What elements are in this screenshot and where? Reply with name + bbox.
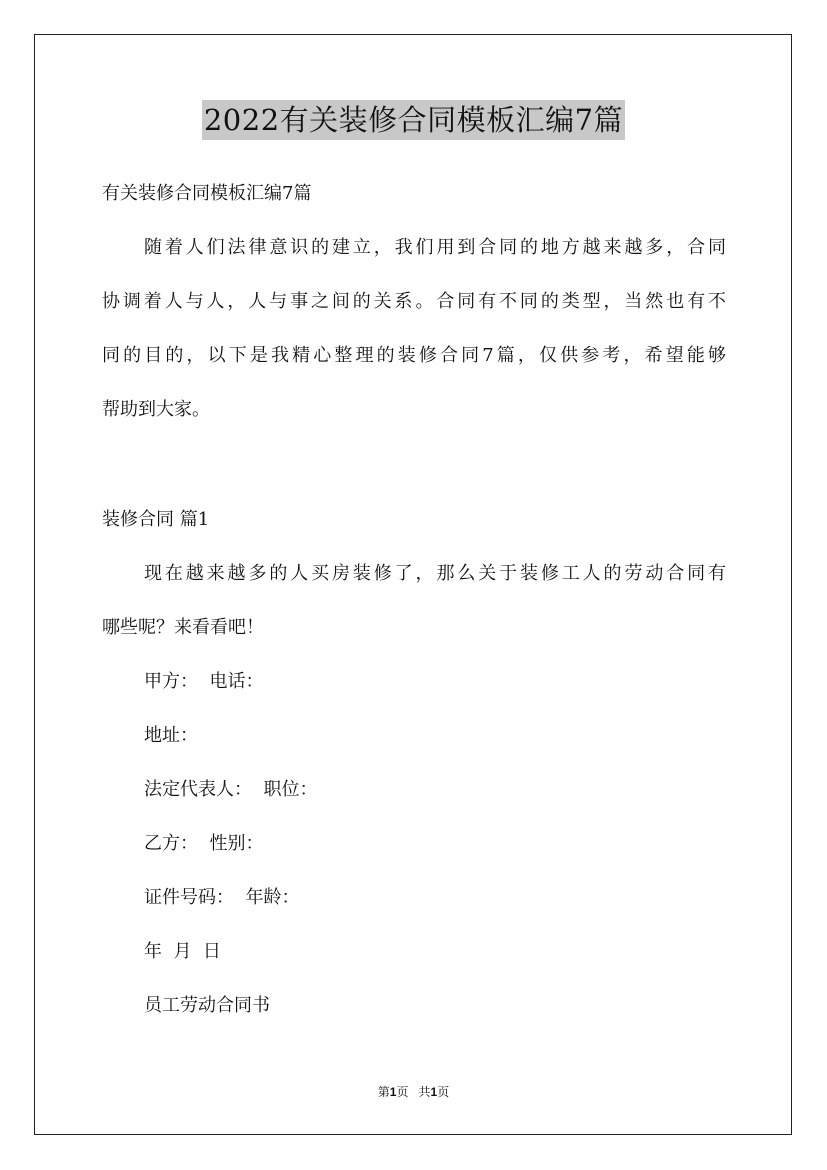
footer-total-prefix: 共 [418, 1085, 431, 1099]
section-heading: 装修合同 篇1 [102, 509, 210, 530]
footer-page-suffix: 页 [396, 1085, 409, 1099]
footer-total-suffix: 页 [437, 1085, 450, 1099]
intro-line-4: 帮助到大家。 [102, 399, 210, 420]
footer-page-prefix: 第 [377, 1085, 390, 1099]
field-id-number: 证件号码： 年龄： [144, 887, 300, 908]
field-legal-rep: 法定代表人： 职位： [144, 779, 318, 800]
intro-line-1: 随着人们法律意识的建立，我们用到合同的地方越来越多，合同 [144, 237, 726, 258]
document-title-text: 2022有关装修合同模板汇编7篇 [202, 100, 625, 140]
page-footer [0, 1084, 827, 1100]
field-address: 地址： [144, 725, 198, 746]
field-contract-title: 员工劳动合同书 [144, 995, 270, 1016]
field-party-b: 乙方： 性别： [144, 833, 264, 854]
document-subtitle: 有关装修合同模板汇编7篇 [102, 183, 312, 204]
field-party-a: 甲方： 电话： [144, 671, 264, 692]
section-line-1: 现在越来越多的人买房装修了，那么关于装修工人的劳动合同有 [144, 563, 726, 584]
footer-total-number: 1 [430, 1085, 438, 1099]
document-title [0, 100, 827, 140]
footer-page-number: 1 [389, 1085, 397, 1099]
intro-line-2: 协调着人与人，人与事之间的关系。合同有不同的类型，当然也有不 [102, 291, 726, 312]
section-line-2: 哪些呢？来看看吧！ [102, 617, 264, 638]
intro-line-3: 同的目的，以下是我精心整理的装修合同7篇，仅供参考，希望能够 [102, 345, 726, 366]
field-date: 年 月 日 [144, 941, 221, 962]
